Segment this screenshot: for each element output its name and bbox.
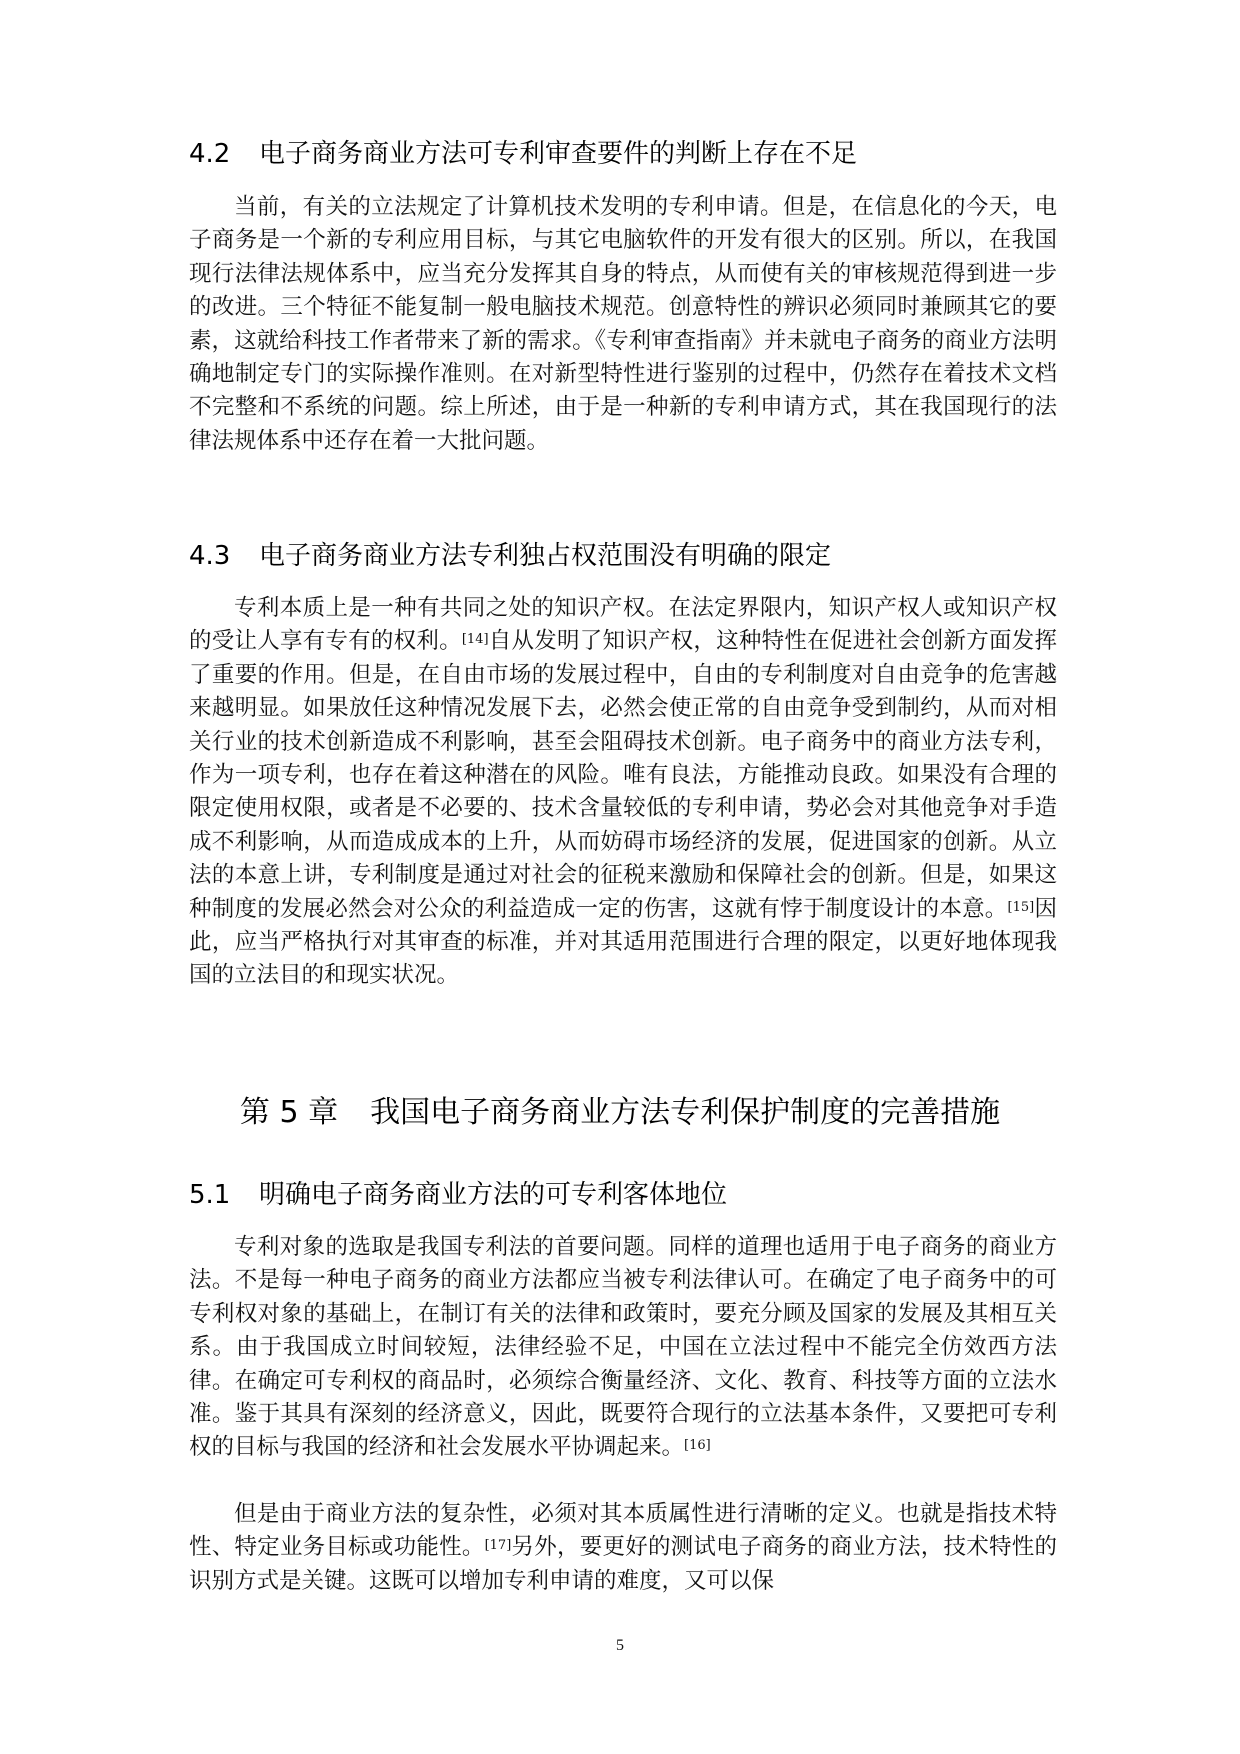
chapter-label: 第 5 章 — [239, 1095, 339, 1130]
citation-ref: [17] — [484, 1538, 512, 1554]
section-heading-4-3 — [189, 540, 1069, 572]
section-heading-5-1 — [189, 1179, 1069, 1211]
section-number: 4.3 — [189, 541, 231, 571]
paragraph-5-1-b — [189, 1498, 1057, 1598]
text-run: 因此，应当严格执行对其审查的标准，并对其适用范围进行合理的限定，以更好地体现我国的立法目的和现实状况。 — [189, 895, 1057, 989]
section-number: 5.1 — [189, 1180, 231, 1210]
section-title: 电子商务商业方法专利独占权范围没有明确的限定 — [259, 541, 832, 571]
section-heading-4-2 — [189, 138, 1069, 170]
paragraph-4-2: 当前，有关的立法规定了计算机技术发明的专利申请。但是，在信息化的今天，电子商务是一个新的专利应用目标，与其它电脑软件的开发有很大的区别。所以，在我国现行法律法规体系中，应当充分发挥其自身的特点，从而使有关的审核规范得到进一步的改进。三个特征不能复制一般电脑技术规范。创意特性的辨识必须同时兼顾其它的要素，这就给科技工作者带来了新的需求。《专利审查指南》并未就电子商务的商业方法明确地制定专门的实际操作准则。在对新型特性进行鉴别的过程中，仍然存在着技术文档不完整和不系统的问题。综上所述，由于是一种新的专利申请方式，其在我国现行的法律法规体系中还存在着一大批问题。 — [189, 194, 1057, 454]
section-title: 电子商务商业方法可专利审查要件的判断上存在不足 — [259, 139, 858, 169]
citation-ref: [15] — [1007, 899, 1035, 915]
text-run: 专利对象的选取是我国专利法的首要问题。同样的道理也适用于电子商务的商业方法。不是每一种电子商务的商业方法都应当被专利法律认可。在确定了电子商务中的可专利权对象的基础上，在制订有关的法律和政策时，要充分顾及国家的发展及其相互关系。由于我国成立时间较短，法律经验不足，中国在立法过程中不能完全仿效西方法律。在确定可专利权的商品时，必须综合衡量经济、文化、教育、科技等方面的立法水准。鉴于其具有深刻的经济意义，因此，既要符合现行的立法基本条件，又要把可专利权的目标与我国的经济和社会发展水平协调起来。 — [189, 1234, 1057, 1461]
text-run: 自从发明了知识产权，这种特性在促进社会创新方面发挥了重要的作用。但是，在自由市场的发展过程中，自由的专利制度对自由竞争的危害越来越明显。如果放任这种情况发展下去，必然会使正常的自由竞争受到制约，从而对相关行业的技术创新造成不利影响，甚至会阻碍技术创新。电子商务中的商业方法专利，作为一项专利，也存在着这种潜在的风险。唯有良法，方能推动良政。如果没有合理的限定使用权限，或者是不必要的、技术含量较低的专利申请，势必会对其他竞争对手造成不利影响，从而造成成本的上升，从而妨碍市场经济的发展，促进国家的创新。从立法的本意上讲，专利制度是通过对社会的征税来激励和保障社会的创新。但是，如果这种制度的发展必然会对公众的利益造成一定的伤害，这就有悖于制度设计的本意。 — [189, 628, 1057, 922]
citation-ref: [14] — [461, 632, 489, 648]
chapter-heading — [0, 1094, 1240, 1132]
page-number: 5 — [616, 1637, 624, 1654]
chapter-title: 我国电子商务商业方法专利保护制度的完善措施 — [370, 1095, 1001, 1130]
text-run: 另外，要更好的测试电子商务的商业方法，技术特性的识别方式是关键。这既可以增加专利申请的难度，又可以保 — [189, 1534, 1057, 1594]
paragraph-5-1-a — [189, 1231, 1057, 1465]
text-run: 但是由于商业方法的复杂性，必须对其本质属性进行清晰的定义。也就是指技术特性、特定业务目标或功能性。 — [189, 1501, 1057, 1561]
text-run: 专利本质上是一种有共同之处的知识产权。在法定界限内，知识产权人或知识产权的受让人享有专有的权利。 — [189, 595, 1057, 655]
section-number: 4.2 — [189, 139, 231, 169]
paragraph-4-3 — [189, 592, 1057, 993]
citation-ref: [16] — [684, 1438, 711, 1454]
section-title: 明确电子商务商业方法的可专利客体地位 — [259, 1180, 728, 1210]
